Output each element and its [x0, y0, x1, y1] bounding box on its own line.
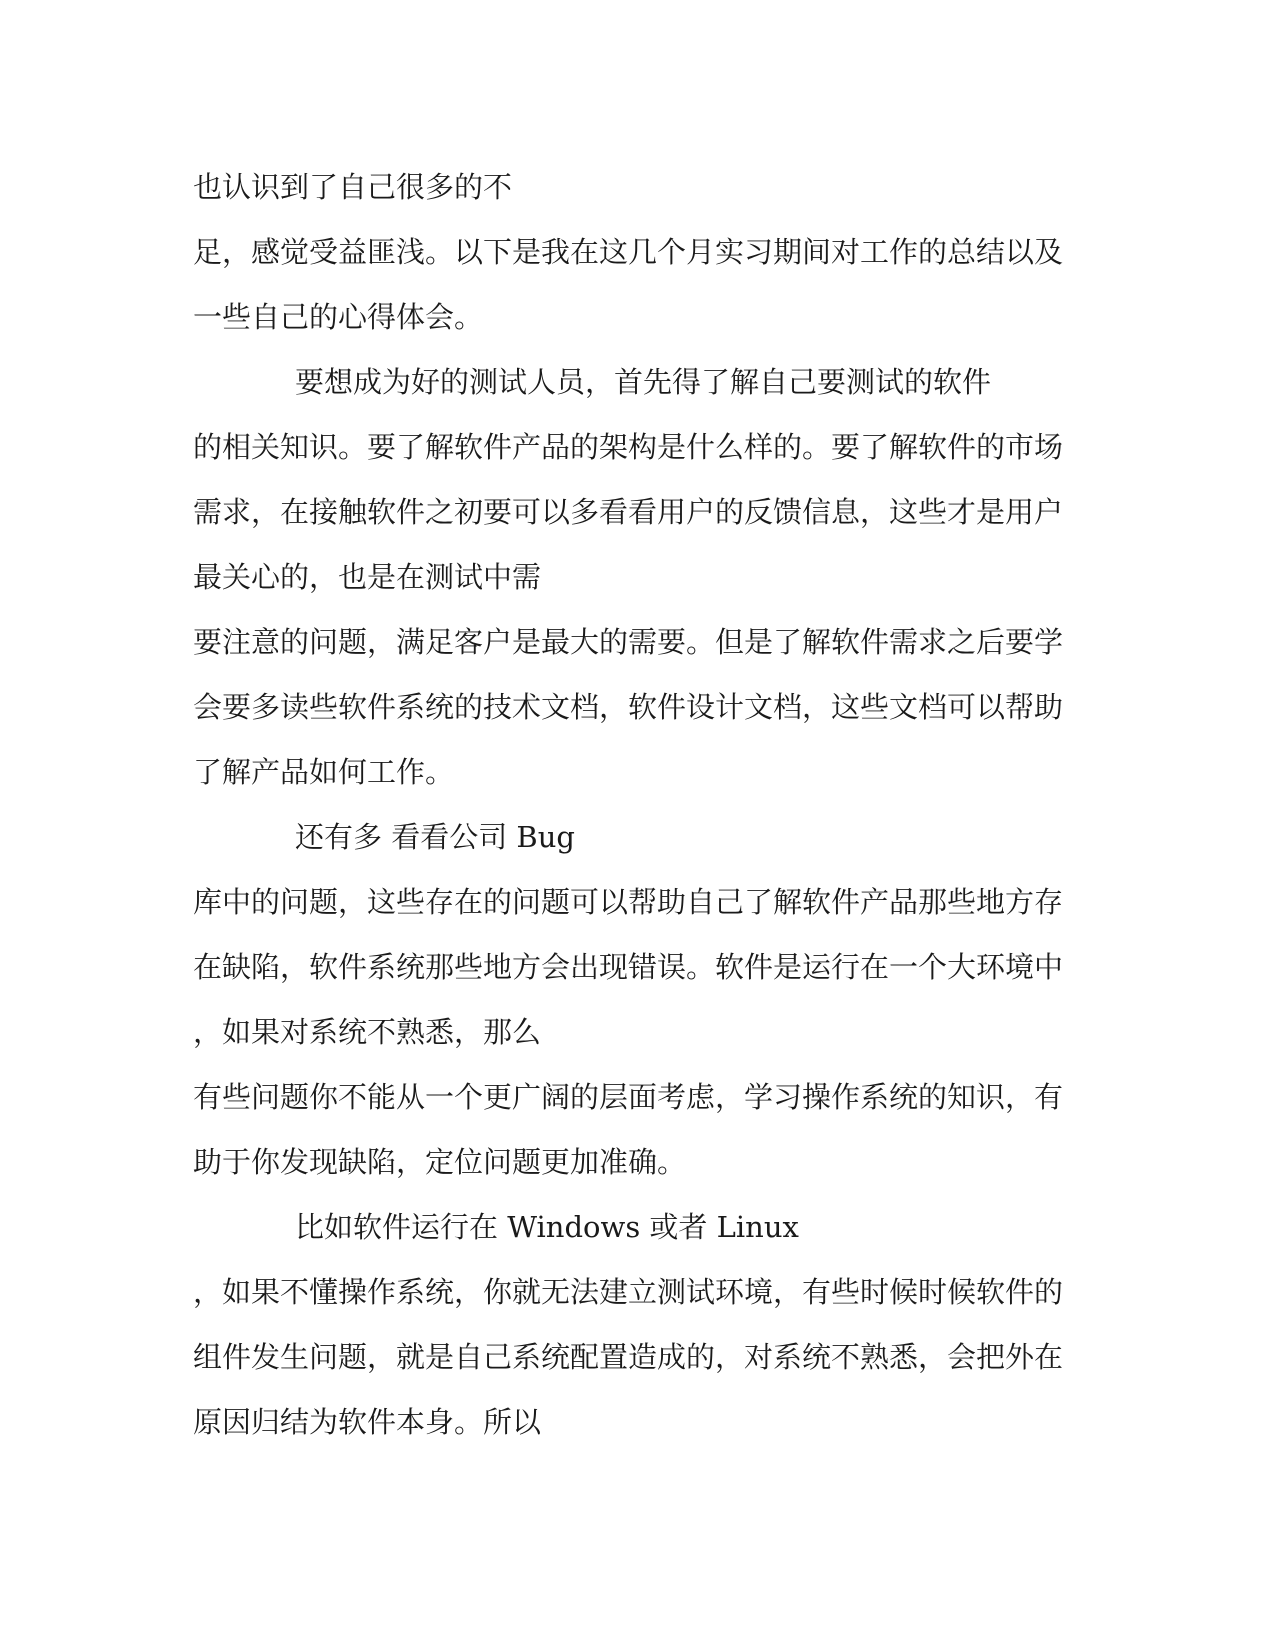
text-line: 在缺陷，软件系统那些地方会出现错误。软件是运行在一个大环境中: [193, 950, 1064, 984]
text-line: 组件发生问题，就是自己系统配置造成的，对系统不熟悉，会把外在: [193, 1340, 1064, 1374]
text-line: 一些自己的心得体会。: [193, 300, 484, 334]
text-line: ，如果不懂操作系统，你就无法建立测试环境，有些时候时候软件的: [193, 1275, 1064, 1309]
text-line: 比如软件运行在 Windows 或者 Linux: [295, 1210, 799, 1244]
text-line: 会要多读些软件系统的技术文档，软件设计文档，这些文档可以帮助: [193, 690, 1064, 724]
text-line: 最关心的，也是在测试中需: [193, 560, 542, 594]
text-line: 库中的问题，这些存在的问题可以帮助自己了解软件产品那些地方存: [193, 885, 1064, 919]
document-body: [193, 155, 1093, 1455]
text-line: ，如果对系统不熟悉，那么: [193, 1015, 542, 1049]
text-line: 需求，在接触软件之初要可以多看看用户的反馈信息，这些才是用户: [193, 495, 1064, 529]
text-line: 的相关知识。要了解软件产品的架构是什么样的。要了解软件的市场: [193, 430, 1064, 464]
text-line: 足，感觉受益匪浅。以下是我在这几个月实习期间对工作的总结以及: [193, 235, 1064, 269]
text-line: 要想成为好的测试人员，首先得了解自己要测试的软件: [295, 365, 992, 399]
text-line: 还有多 看看公司 Bug: [295, 820, 575, 854]
text-line: 了解产品如何工作。: [193, 755, 455, 789]
text-line: 原因归结为软件本身。所以: [193, 1405, 542, 1439]
text-line: 也认识到了自己很多的不: [193, 170, 513, 204]
text-line: 有些问题你不能从一个更广阔的层面考虑，学习操作系统的知识，有: [193, 1080, 1064, 1114]
text-line: 助于你发现缺陷，定位问题更加准确。: [193, 1145, 687, 1179]
text-line: 要注意的问题，满足客户是最大的需要。但是了解软件需求之后要学: [193, 625, 1064, 659]
